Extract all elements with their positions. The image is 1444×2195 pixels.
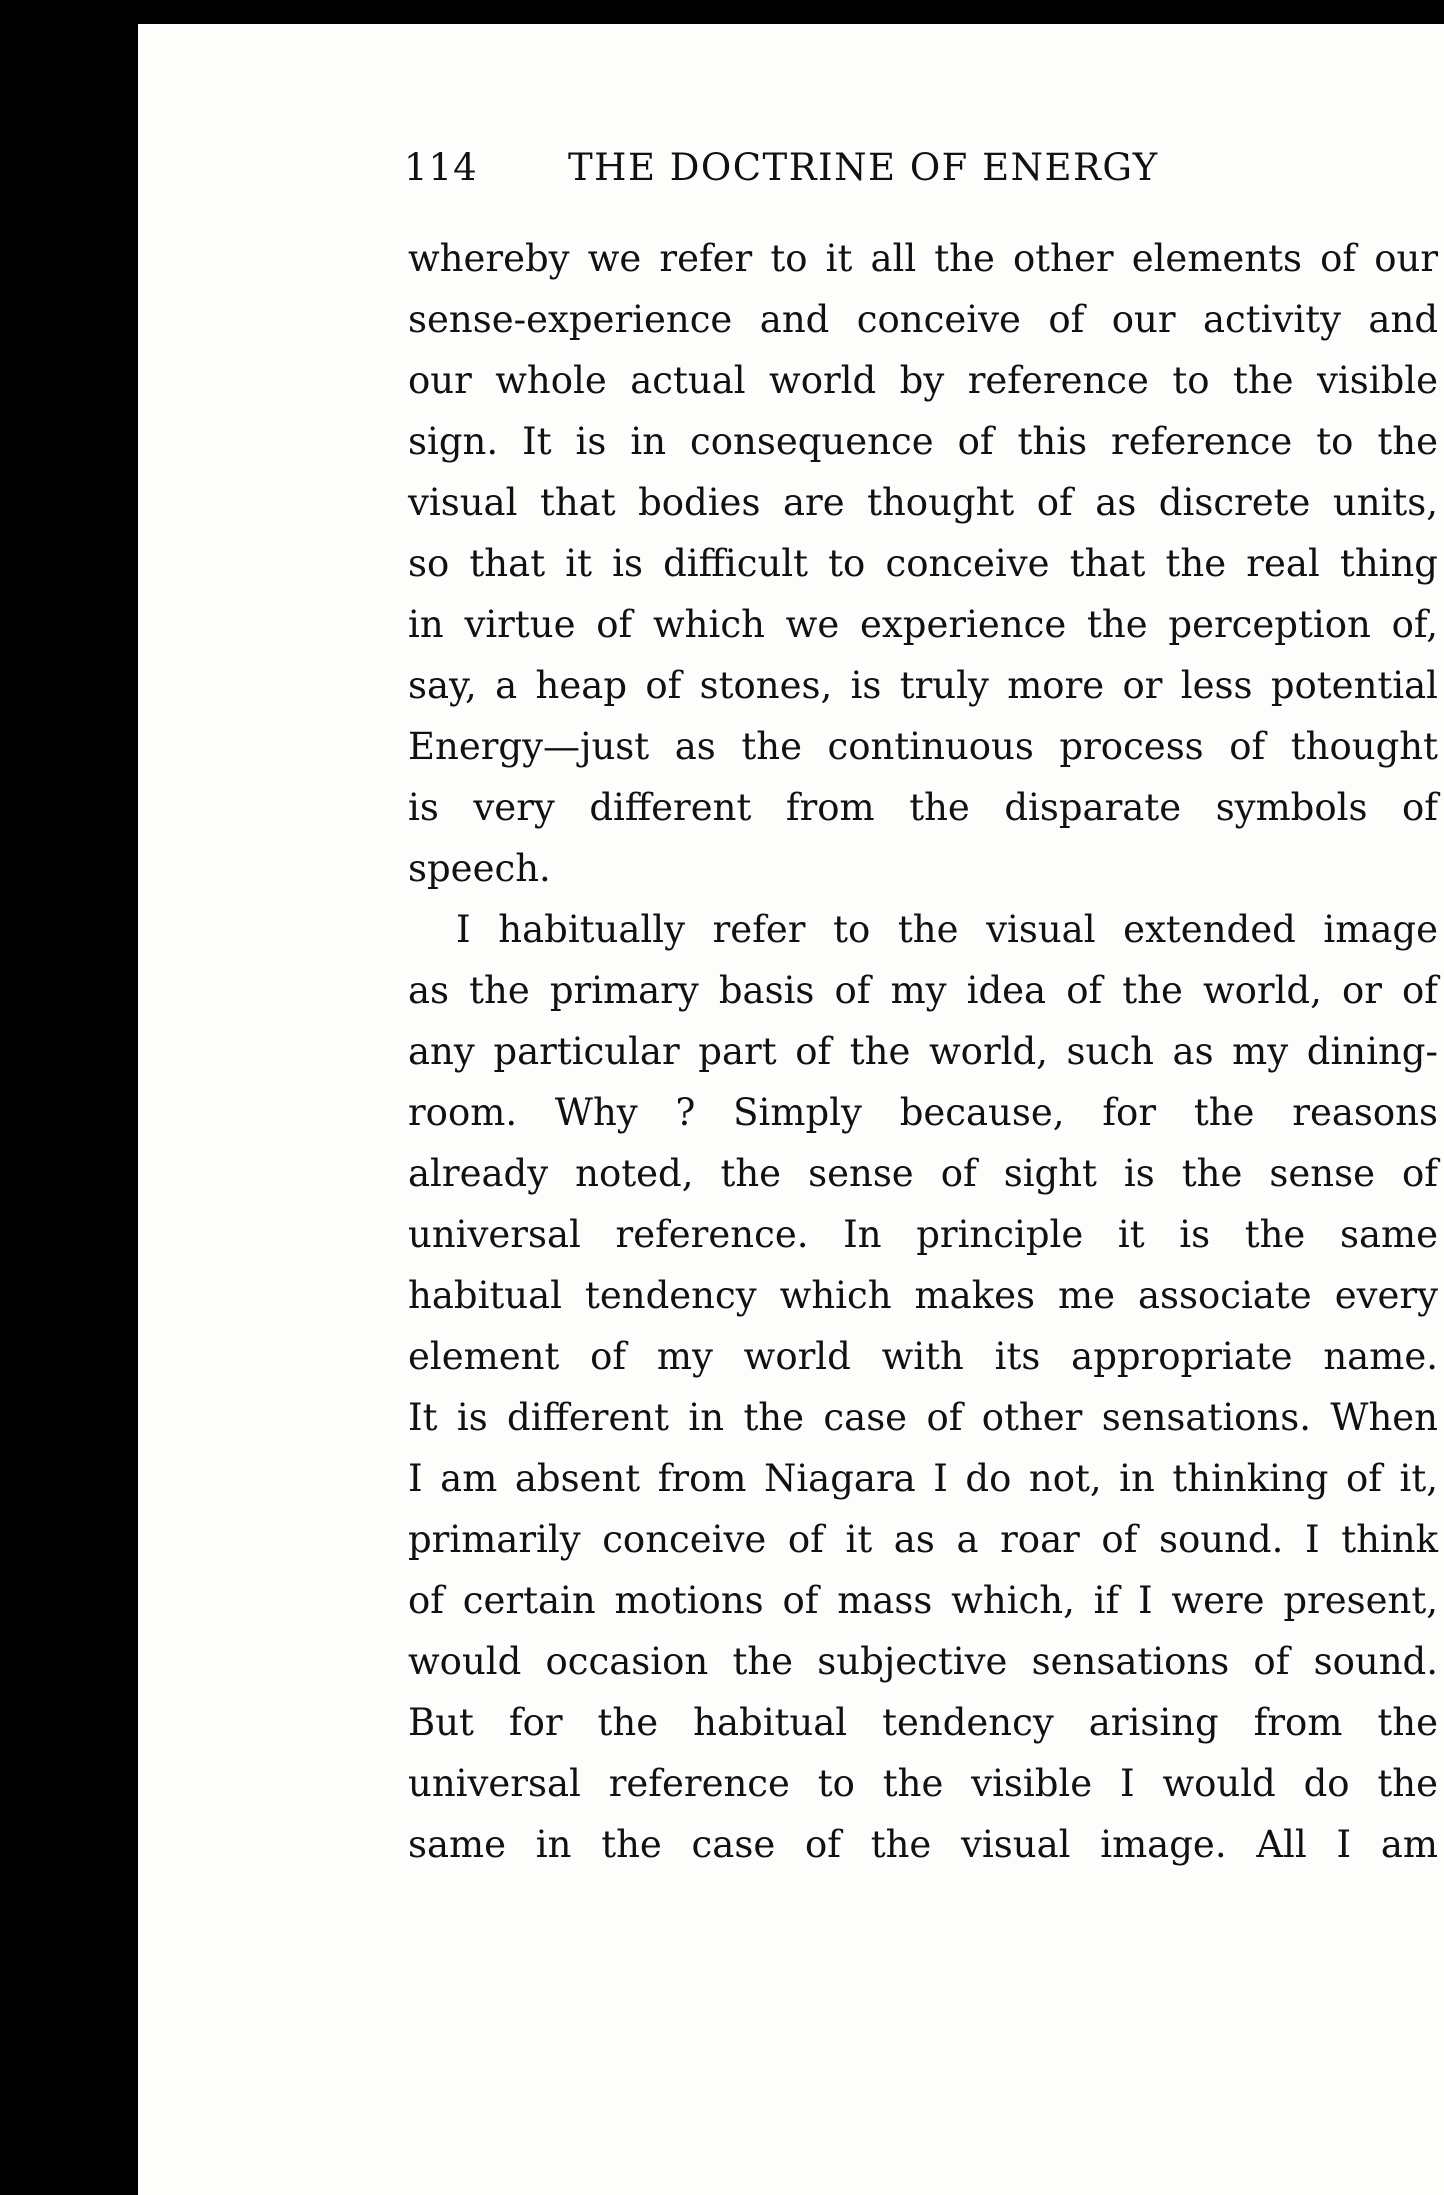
running-head: THE DOCTRINE OF ENERGY [568,146,1159,189]
scan-top-border [0,0,1444,24]
text-line: any particular part of the world, such as my dining- [408,1030,1438,1073]
page-number: 114 [404,146,478,189]
text-line: primarily conceive of it as a roar of sound. I think [408,1518,1438,1561]
text-line: of certain motions of mass which, if I were present, [408,1579,1438,1622]
text-line: so that it is difficult to conceive that the real thing [408,542,1438,585]
text-line: whereby we refer to it all the other elements of our [408,237,1438,280]
text-line: say, a heap of stones, is truly more or less potential [408,664,1438,707]
text-line: universal reference. In principle it is the same [408,1213,1438,1256]
text-line: as the primary basis of my idea of the world, or of [408,969,1438,1012]
text-line: room. Why ? Simply because, for the reasons [408,1091,1438,1134]
text-line: I habitually refer to the visual extended image [456,908,1438,951]
text-line: visual that bodies are thought of as discrete units, [408,481,1438,524]
text-line: already noted, the sense of sight is the sense of [408,1152,1438,1195]
text-line: sense-experience and conceive of our activity and [408,298,1438,341]
text-line: would occasion the subjective sensations of sound. [408,1640,1438,1683]
body-text [408,228,1438,1875]
text-line: in virtue of which we experience the perception of, [408,603,1438,646]
text-line: our whole actual world by reference to the visible [408,359,1438,402]
text-line: Energy—just as the continuous process of thought [408,725,1438,768]
paragraph-1 [408,228,1438,899]
text-line: speech. [408,847,551,890]
page-header [404,142,1274,202]
text-line: habitual tendency which makes me associate every [408,1274,1438,1317]
text-line: same in the case of the visual image. All I am [408,1823,1438,1866]
text-line: universal reference to the visible I would do the [408,1762,1438,1805]
text-line: I am absent from Niagara I do not, in thinking of it, [408,1457,1438,1500]
text-line: is very different from the disparate symbols of [408,786,1438,829]
text-line: sign. It is in consequence of this reference to the [408,420,1438,463]
paragraph-2 [408,899,1438,1875]
text-line: It is different in the case of other sensations. When [408,1396,1438,1439]
text-line: But for the habitual tendency arising from the [408,1701,1438,1744]
text-line: element of my world with its appropriate name. [408,1335,1438,1378]
scan-left-border [0,0,138,2195]
